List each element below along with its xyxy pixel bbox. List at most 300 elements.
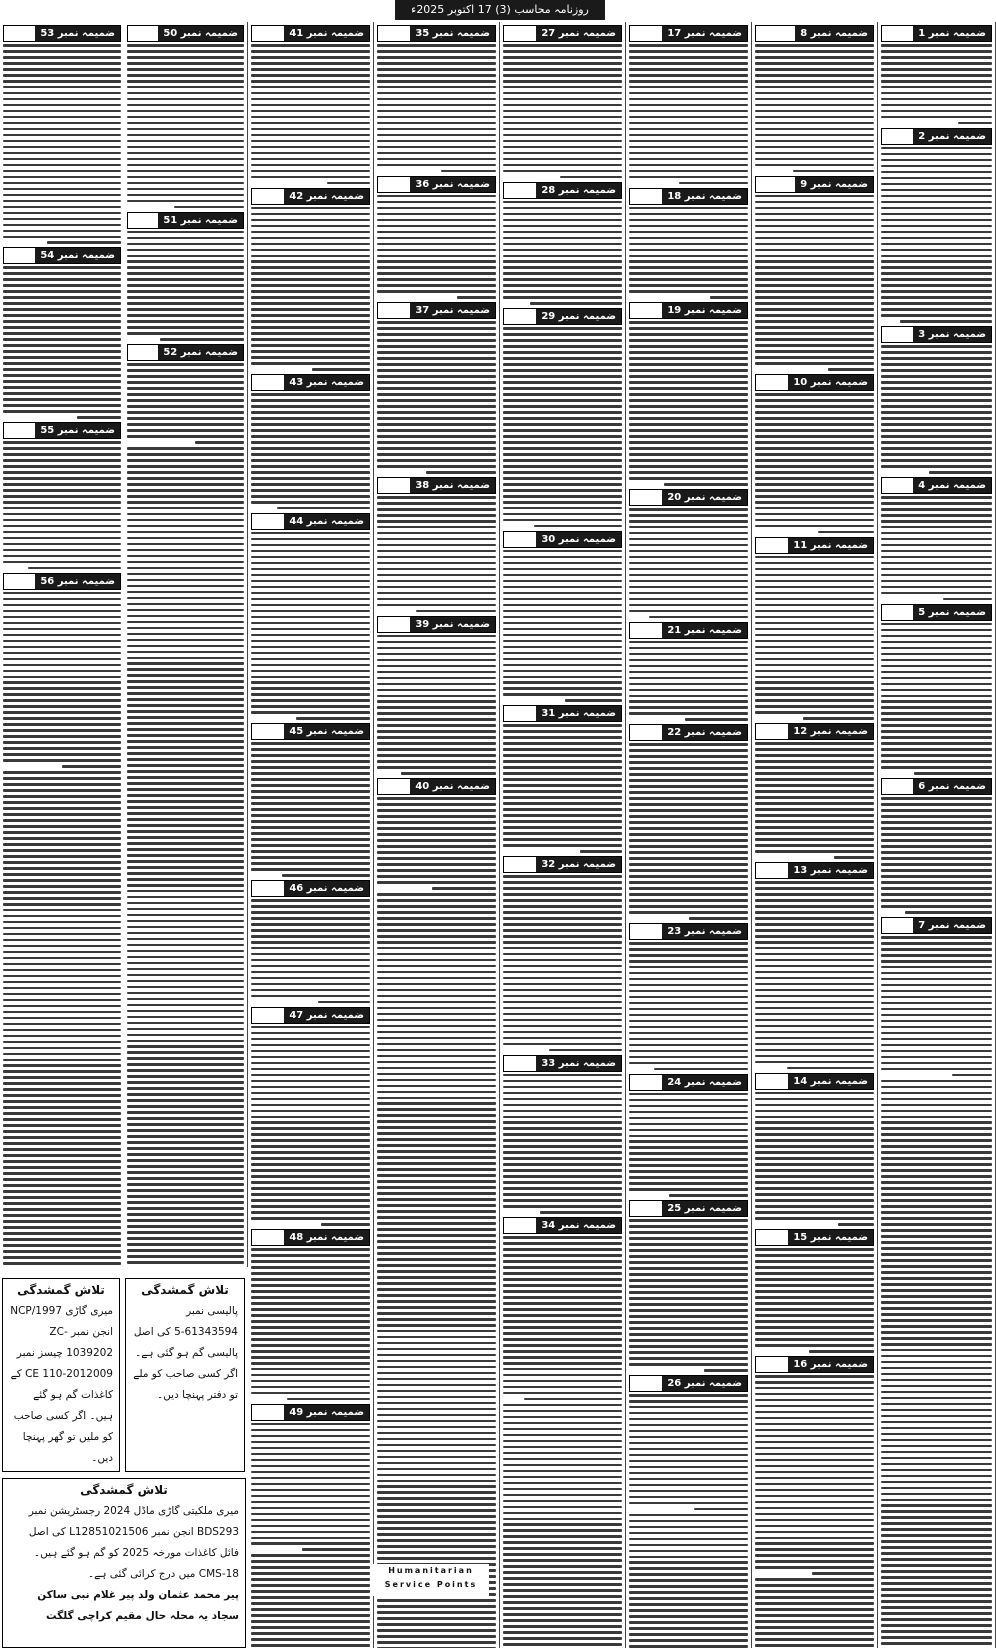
text-line (881, 629, 992, 632)
text-line (3, 879, 121, 882)
text-line (755, 98, 874, 101)
header-fill (4, 423, 35, 438)
text-line (503, 1482, 622, 1485)
text-line (251, 1199, 370, 1202)
text-line (377, 1108, 496, 1111)
supplement-body (755, 195, 874, 371)
text-line (503, 1080, 622, 1083)
text-line (127, 1063, 244, 1066)
text-line (503, 1260, 622, 1263)
text-line (503, 1494, 622, 1497)
text-line (755, 1248, 874, 1251)
text-line (755, 1169, 874, 1172)
text-line (377, 1545, 496, 1548)
text-line (534, 525, 622, 528)
text-line (755, 128, 874, 131)
text-line (881, 550, 992, 553)
text-line (881, 954, 992, 957)
text-line (755, 1175, 874, 1178)
ads-column-4 (500, 22, 626, 1648)
text-line (755, 1284, 874, 1287)
text-line (503, 832, 622, 835)
text-line (629, 803, 748, 806)
text-line (629, 1237, 748, 1240)
text-line (629, 1418, 748, 1421)
text-line (3, 658, 121, 661)
text-line (377, 1043, 496, 1046)
text-line (755, 308, 874, 311)
text-line (881, 272, 992, 275)
header-fill (252, 881, 284, 896)
text-line (629, 1062, 748, 1065)
text-line (127, 146, 244, 149)
text-line (127, 944, 244, 947)
text-line (277, 507, 370, 510)
text-line (127, 986, 244, 989)
text-line (377, 706, 496, 709)
text-line (755, 1314, 874, 1317)
text-line (629, 327, 748, 330)
supplement-body (503, 1074, 622, 1214)
text-line (629, 1002, 748, 1005)
text-line (377, 146, 496, 149)
text-line (881, 653, 992, 656)
text-line (127, 308, 244, 311)
text-line (881, 1385, 992, 1388)
text-line (881, 86, 992, 89)
text-line (503, 1643, 622, 1646)
text-line (3, 465, 121, 468)
text-line (251, 134, 370, 137)
text-line (881, 1247, 992, 1250)
masthead: روزنامہ محاسب (3) 17 اکتوبر 2025ء (395, 0, 605, 20)
text-line (503, 423, 622, 426)
text-line (503, 664, 622, 667)
text-line (881, 568, 992, 571)
text-line (503, 1518, 622, 1521)
text-line (251, 1086, 370, 1089)
text-line (629, 1249, 748, 1252)
text-line (127, 531, 244, 534)
text-line (127, 1195, 244, 1198)
text-line (629, 1255, 748, 1258)
text-line (377, 995, 496, 998)
text-line (803, 717, 874, 720)
text-line (629, 435, 748, 438)
supplement-body (503, 201, 622, 305)
text-line (881, 718, 992, 721)
text-line (503, 1205, 622, 1208)
text-line (755, 525, 874, 528)
text-line (881, 1630, 992, 1633)
text-line (3, 296, 121, 299)
text-line (3, 975, 121, 978)
text-line (787, 1067, 874, 1070)
text-line (629, 1158, 748, 1161)
text-line (3, 903, 121, 906)
lost-notice-middle-title: تلاش گمشدگی (141, 1283, 229, 1297)
text-line (629, 857, 748, 860)
text-line (503, 1488, 622, 1491)
text-line (503, 814, 622, 817)
supplement-header (377, 778, 496, 795)
text-line (881, 821, 992, 824)
text-line (251, 917, 370, 920)
supplement-number: ضمیمہ نمبر 27 (536, 26, 621, 41)
text-line (755, 905, 874, 908)
text-line (251, 483, 370, 486)
text-line (629, 532, 748, 535)
text-line (881, 586, 992, 589)
text-line (3, 933, 121, 936)
text-line (251, 411, 370, 414)
text-line (503, 1464, 622, 1467)
text-line (881, 147, 992, 150)
text-line (881, 857, 992, 860)
text-line (755, 983, 874, 986)
text-line (3, 652, 121, 655)
text-line (251, 255, 370, 258)
text-line (881, 689, 992, 692)
text-line (503, 134, 622, 137)
text-line (251, 1513, 370, 1516)
text-line (755, 711, 874, 714)
text-line (3, 759, 121, 762)
header-fill (504, 1056, 536, 1071)
text-line (251, 1320, 370, 1323)
text-line (127, 1141, 244, 1144)
text-line (3, 1082, 121, 1085)
text-line (251, 556, 370, 559)
text-line (251, 580, 370, 583)
supplement-number: ضمیمہ نمبر 36 (410, 177, 495, 192)
text-line (629, 1032, 748, 1035)
text-line (503, 1523, 622, 1526)
text-line (251, 1453, 370, 1456)
text-line (881, 574, 992, 577)
text-line (503, 995, 622, 998)
text-line (251, 844, 370, 847)
text-line (321, 1223, 370, 1226)
text-line (503, 658, 622, 661)
text-line (127, 465, 244, 468)
text-line (3, 807, 121, 810)
text-line (629, 1460, 748, 1463)
text-line (881, 556, 992, 559)
supplement-number: ضمیمہ نمبر 40 (410, 779, 495, 794)
text-line (503, 947, 622, 950)
text-line (629, 1406, 748, 1409)
text-line (377, 941, 496, 944)
text-line (3, 1214, 121, 1217)
supplement-body (377, 44, 496, 172)
text-line (503, 80, 622, 83)
text-line (881, 809, 992, 812)
text-line (755, 56, 874, 59)
text-line (503, 110, 622, 113)
text-line (503, 796, 622, 799)
text-line (629, 1466, 748, 1469)
text-line (881, 284, 992, 287)
text-line (881, 1594, 992, 1597)
text-line (127, 884, 244, 887)
text-line (629, 146, 748, 149)
text-line (3, 489, 121, 492)
text-line (809, 1350, 874, 1353)
text-line (755, 742, 874, 745)
text-line (629, 580, 748, 583)
text-line (881, 369, 992, 372)
text-line (503, 670, 622, 673)
text-line (503, 1199, 622, 1202)
text-line (401, 772, 496, 775)
text-line (377, 833, 496, 836)
text-line (755, 1608, 874, 1611)
text-line (629, 743, 748, 746)
text-line (755, 1429, 874, 1432)
text-line (377, 164, 496, 167)
text-line (629, 1400, 748, 1403)
text-line (377, 1216, 496, 1219)
text-line (251, 1392, 370, 1395)
text-line (580, 850, 622, 853)
text-line (629, 1026, 748, 1029)
text-line (3, 128, 121, 131)
text-line (3, 1244, 121, 1247)
text-line (3, 670, 121, 673)
text-line (251, 1429, 370, 1432)
text-line (881, 387, 992, 390)
text-line (251, 790, 370, 793)
text-line (881, 171, 992, 174)
text-line (377, 712, 496, 715)
text-line (755, 760, 874, 763)
text-line (881, 351, 992, 354)
text-line (127, 812, 244, 815)
text-line (127, 278, 244, 281)
header-fill (882, 327, 913, 342)
text-line (755, 850, 874, 853)
text-line (251, 1374, 370, 1377)
header-fill (252, 724, 284, 739)
text-line (127, 1189, 244, 1192)
text-line (629, 689, 748, 692)
text-line (3, 507, 121, 510)
text-line (503, 1139, 622, 1142)
text-line (755, 1387, 874, 1390)
text-line (881, 966, 992, 969)
text-line (377, 110, 496, 113)
text-line (251, 592, 370, 595)
text-line (503, 808, 622, 811)
supplement-number: ضمیمہ نمبر 21 (662, 623, 747, 638)
text-line (881, 1379, 992, 1382)
text-line (755, 213, 874, 216)
text-line (755, 1447, 874, 1450)
text-line (629, 369, 748, 372)
supplement-body (251, 207, 370, 371)
supplement-header (377, 616, 496, 633)
text-line (127, 914, 244, 917)
text-line (629, 610, 748, 613)
supplement-body (629, 207, 748, 299)
text-line (629, 695, 748, 698)
text-line (251, 1338, 370, 1341)
text-line (881, 1487, 992, 1490)
text-line (3, 92, 121, 95)
text-line (755, 1381, 874, 1384)
text-line (629, 134, 748, 137)
text-line (251, 929, 370, 932)
supplement-header (629, 1375, 748, 1392)
text-line (3, 459, 121, 462)
text-line (377, 357, 496, 360)
text-line (629, 779, 748, 782)
supplement-number: ضمیمہ نمبر 42 (284, 189, 369, 204)
text-line (629, 1556, 748, 1559)
text-line (251, 693, 370, 696)
text-line (881, 104, 992, 107)
text-line (251, 784, 370, 787)
text-line (881, 502, 992, 505)
text-line (377, 1468, 496, 1471)
header-fill (882, 918, 913, 933)
text-line (503, 351, 622, 354)
supplement-number: ضمیمہ نمبر 14 (788, 1074, 873, 1089)
supplement-body (3, 441, 121, 569)
text-line (377, 1300, 496, 1303)
text-line (127, 668, 244, 671)
text-line (251, 646, 370, 649)
text-line (377, 363, 496, 366)
text-line (377, 1402, 496, 1405)
text-line (503, 1589, 622, 1592)
text-line (503, 820, 622, 823)
text-line (503, 219, 622, 222)
text-line (629, 1573, 748, 1576)
text-line (881, 1229, 992, 1232)
text-line (377, 387, 496, 390)
text-line (503, 507, 622, 510)
text-line (251, 1044, 370, 1047)
text-line (629, 255, 748, 258)
text-line (503, 98, 622, 101)
text-line (251, 971, 370, 974)
text-line (127, 507, 244, 510)
text-line (3, 525, 121, 528)
text-line (755, 1602, 874, 1605)
text-line (251, 1554, 370, 1557)
header-fill (630, 26, 662, 41)
text-line (503, 158, 622, 161)
column-filler-text (251, 1554, 370, 1648)
text-line (251, 1465, 370, 1468)
text-line (755, 899, 874, 902)
lost-notice-bottom (2, 1478, 246, 1648)
text-line (377, 1318, 496, 1321)
text-line (377, 1366, 496, 1369)
text-line (881, 1349, 992, 1352)
text-line (377, 1192, 496, 1195)
text-line (377, 1198, 496, 1201)
header-fill (630, 303, 662, 318)
text-line (629, 290, 748, 293)
text-line (377, 598, 496, 601)
text-line (755, 1441, 874, 1444)
supplement-number: ضمیمہ نمبر 54 (35, 248, 120, 263)
text-line (629, 1550, 748, 1553)
text-line (629, 586, 748, 589)
text-line (629, 773, 748, 776)
text-line (881, 1014, 992, 1017)
text-line (629, 321, 748, 324)
text-line (881, 1301, 992, 1304)
text-line (755, 705, 874, 708)
lost-notice-middle-body: پالیسی نمبر 61343594-5 کی اصل پالیسی گم ہو گئی ہے۔ اگر کسی صاحب کو ملے تو دفتر پہنچا دیں۔ (133, 1305, 238, 1401)
text-line (755, 243, 874, 246)
text-line (881, 647, 992, 650)
text-line (755, 1199, 874, 1202)
supplement-body (881, 345, 992, 473)
text-line (881, 1331, 992, 1334)
text-line (251, 423, 370, 426)
text-line (251, 538, 370, 541)
text-line (629, 948, 748, 951)
text-line (629, 863, 748, 866)
supplement-body (629, 1093, 748, 1197)
text-line (881, 296, 992, 299)
text-line (629, 1532, 748, 1535)
text-line (560, 176, 622, 179)
text-line (881, 1092, 992, 1095)
text-line (377, 62, 496, 65)
text-line (3, 831, 121, 834)
text-line (881, 1253, 992, 1256)
text-line (755, 622, 874, 625)
text-line (377, 140, 496, 143)
text-line (503, 375, 622, 378)
text-line (377, 1228, 496, 1231)
supplement-number: ضمیمہ نمبر 31 (536, 706, 621, 721)
text-line (629, 1615, 748, 1618)
text-line (503, 74, 622, 77)
text-line (3, 1076, 121, 1079)
text-line (881, 1121, 992, 1124)
text-line (881, 1325, 992, 1328)
text-line (503, 333, 622, 336)
text-line (127, 110, 244, 113)
text-line (881, 496, 992, 499)
text-line (755, 86, 874, 89)
text-line (755, 1266, 874, 1269)
text-line (629, 213, 748, 216)
text-line (958, 122, 992, 125)
text-line (755, 1320, 874, 1323)
text-line (755, 260, 874, 263)
text-line (669, 1194, 748, 1197)
text-line (881, 797, 992, 800)
column-filler-text (3, 771, 121, 1267)
text-line (881, 538, 992, 541)
text-line (377, 1342, 496, 1345)
supplement-body (127, 363, 244, 443)
supplement-number: ضمیمہ نمبر 6 (913, 779, 991, 794)
text-line (881, 1475, 992, 1478)
text-line (629, 128, 748, 131)
text-line (629, 700, 748, 703)
text-line (251, 332, 370, 335)
supplement-header (629, 724, 748, 741)
